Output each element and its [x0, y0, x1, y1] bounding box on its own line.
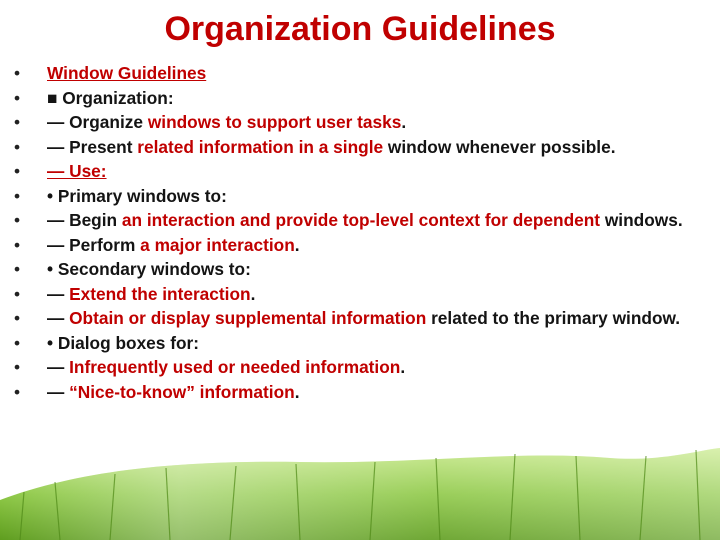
bullet-text: • Secondary windows to: [47, 259, 251, 279]
bullet-item [14, 233, 704, 258]
bullet-item [14, 306, 704, 331]
bullet-text: Infrequently used or needed information [69, 357, 401, 377]
bullet-text: “Nice-to-know” information [69, 381, 295, 402]
bullet-marker: • [14, 357, 21, 377]
bullet-text: — Perform [47, 234, 141, 255]
bullet-text: — [47, 308, 70, 328]
bullet-text: . [294, 381, 300, 402]
bullet-text: — Begin [47, 210, 122, 230]
bullet-marker: • [14, 136, 21, 157]
grass-decoration [0, 430, 720, 540]
bullet-text: • Primary windows to: [47, 185, 227, 206]
bullet-text: windows to support user tasks [147, 112, 402, 132]
bullet-text: — [47, 357, 70, 377]
bullet-item [14, 110, 704, 135]
bullet-text: . [400, 357, 406, 377]
bullet-text: — [47, 381, 70, 402]
bullet-marker: • [14, 63, 21, 83]
bullet-text: — Present [47, 136, 138, 157]
bullet-item [14, 331, 704, 356]
bullet-text: . [401, 112, 407, 132]
bullet-item [14, 135, 704, 160]
bullet-text: Obtain or display supplemental information [69, 308, 427, 328]
bullet-marker: • [14, 308, 21, 328]
bullet-marker: • [14, 332, 21, 353]
bullet-text: a major interaction [140, 234, 295, 255]
bullet-text: related information in a single [137, 136, 384, 157]
bullet-text: ■ Organization: [47, 87, 174, 108]
bullet-marker: • [14, 112, 21, 132]
bullet-marker: • [14, 87, 21, 108]
bullet-text: — Use: [47, 161, 107, 181]
bullet-item [14, 61, 704, 86]
bullet-marker: • [14, 381, 21, 402]
bullet-text: Extend the interaction [69, 283, 251, 304]
bullet-item [14, 86, 704, 111]
bullet-marker: • [14, 283, 21, 304]
bullet-text: an interaction and provide top-level context for dependent [121, 210, 601, 230]
bullet-text: . [250, 283, 256, 304]
bullet-marker: • [14, 185, 21, 206]
bullet-item [14, 184, 704, 209]
bullet-item [14, 159, 704, 184]
bullet-text: windows. [600, 210, 683, 230]
bullet-marker: • [14, 161, 21, 181]
bullet-marker: • [14, 210, 21, 230]
bullet-text: Window Guidelines [47, 63, 207, 83]
bullet-text: window whenever possible. [383, 136, 616, 157]
bullet-marker: • [14, 259, 21, 279]
bullet-marker: • [14, 234, 21, 255]
bullet-text: — [47, 283, 70, 304]
slide-title: Organization Guidelines [164, 10, 556, 48]
bullet-item [14, 380, 704, 405]
bullet-item [14, 257, 704, 282]
bullet-text: • Dialog boxes for: [47, 332, 199, 353]
bullet-item [14, 208, 704, 233]
bullet-list [14, 61, 704, 404]
bullet-text: — Organize [47, 112, 148, 132]
bullet-item [14, 355, 704, 380]
bullet-item [14, 282, 704, 307]
bullet-text: related to the primary window. [426, 308, 681, 328]
bullet-text: . [294, 234, 300, 255]
